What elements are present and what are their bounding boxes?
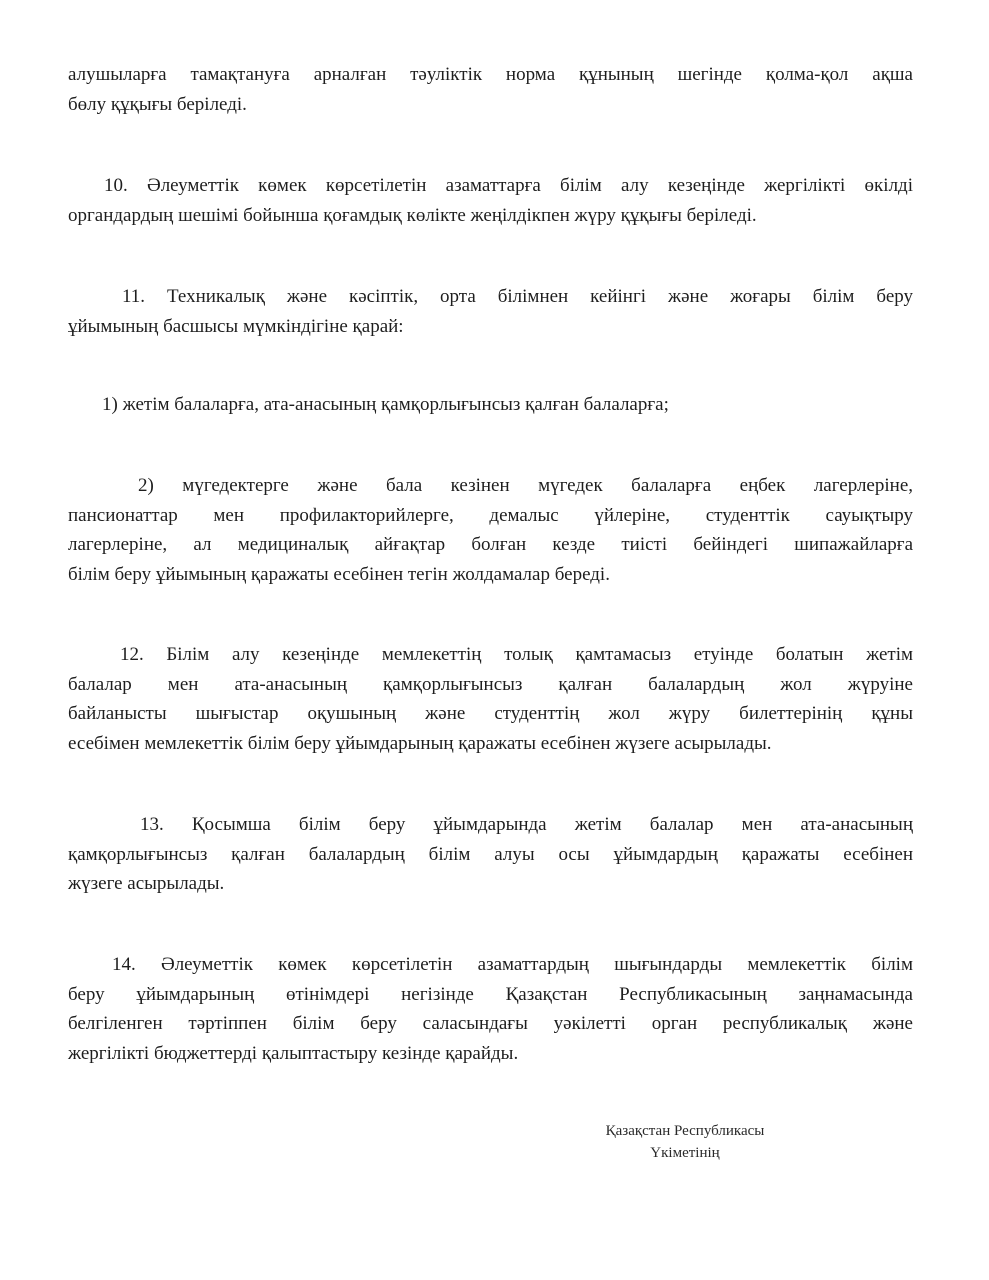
text-line: байланысты шығыстар оқушының және студенттің жол жүру билеттерінің құны <box>68 703 913 724</box>
text-line: беру ұйымдарының өтінімдері негізінде Қазақстан Республикасының заңнамасында <box>68 983 913 1005</box>
paragraph-12 <box>68 640 913 758</box>
text-line: белгіленген тәртіппен білім беру саласындағы уәкілетті орган республикалық және <box>68 1013 913 1034</box>
text-line: лагерлеріне, ал медициналық айғақтар болған кезде тиісті бейіндегі шипажайларға <box>68 534 913 555</box>
signature-line-2: Үкіметінің <box>650 1145 720 1161</box>
text-line: 10. Әлеуметтік көмек көрсетілетін азаматтарға білім алу кезеңінде жергілікті өкілді <box>104 175 913 196</box>
paragraph-11-item-2 <box>68 471 913 589</box>
text-line: есебімен мемлекеттік білім беру ұйымдарының қаражаты есебінен жүзеге асырылады. <box>68 732 772 754</box>
text-line: пансионаттар мен профилакторийлерге, демалыс үйлеріне, студенттік сауықтыру <box>68 504 913 526</box>
signature-block <box>560 1120 810 1164</box>
paragraph-11-item-1 <box>68 390 913 420</box>
paragraph-13 <box>68 810 913 899</box>
text-line: бөлу құқығы беріледі. <box>68 93 247 115</box>
text-line: 13. Қосымша білім беру ұйымдарында жетім балалар мен ата-анасының <box>140 814 913 835</box>
text-line: 11. Техникалық және кәсіптік, орта білімнен кейінгі және жоғары білім беру <box>122 286 913 307</box>
text-line: 1) жетім балаларға, ата-анасының қамқорлығынсыз қалған балаларға; <box>102 394 669 415</box>
text-line: ұйымының басшысы мүмкіндігіне қарай: <box>68 315 404 337</box>
text-line: білім беру ұйымының қаражаты есебінен тегін жолдамалар береді. <box>68 563 610 585</box>
signature-line-1: Қазақстан Республикасы <box>605 1123 765 1139</box>
text-line: 2) мүгедектерге және бала кезінен мүгедек балаларға еңбек лагерлеріне, <box>138 475 913 496</box>
paragraph-10 <box>68 171 913 230</box>
text-line: 14. Әлеуметтік көмек көрсетілетін азаматтардың шығындарды мемлекеттік білім <box>112 954 913 975</box>
text-line: қамқорлығынсыз қалған балалардың білім алуы осы ұйымдардың қаражаты есебінен <box>68 843 913 865</box>
text-line: 12. Білім алу кезеңінде мемлекеттің толық қамтамасыз етуінде болатын жетім <box>120 644 913 665</box>
paragraph-continuation <box>68 60 913 119</box>
text-line: органдардың шешімі бойынша қоғамдық көлікте жеңілдікпен жүру құқығы беріледі. <box>68 204 757 226</box>
text-line: балалар мен ата-анасының қамқорлығынсыз қалған балалардың жол жүруіне <box>68 673 913 695</box>
text-line: жергілікті бюджеттерді қалыптастыру кезінде қарайды. <box>68 1042 519 1064</box>
paragraph-11 <box>68 282 913 341</box>
text-line: жүзеге асырылады. <box>68 873 225 894</box>
paragraph-14 <box>68 950 913 1068</box>
text-line: алушыларға тамақтануға арналған тәуліктік норма құнының шегінде қолма-қол ақша <box>68 64 913 85</box>
